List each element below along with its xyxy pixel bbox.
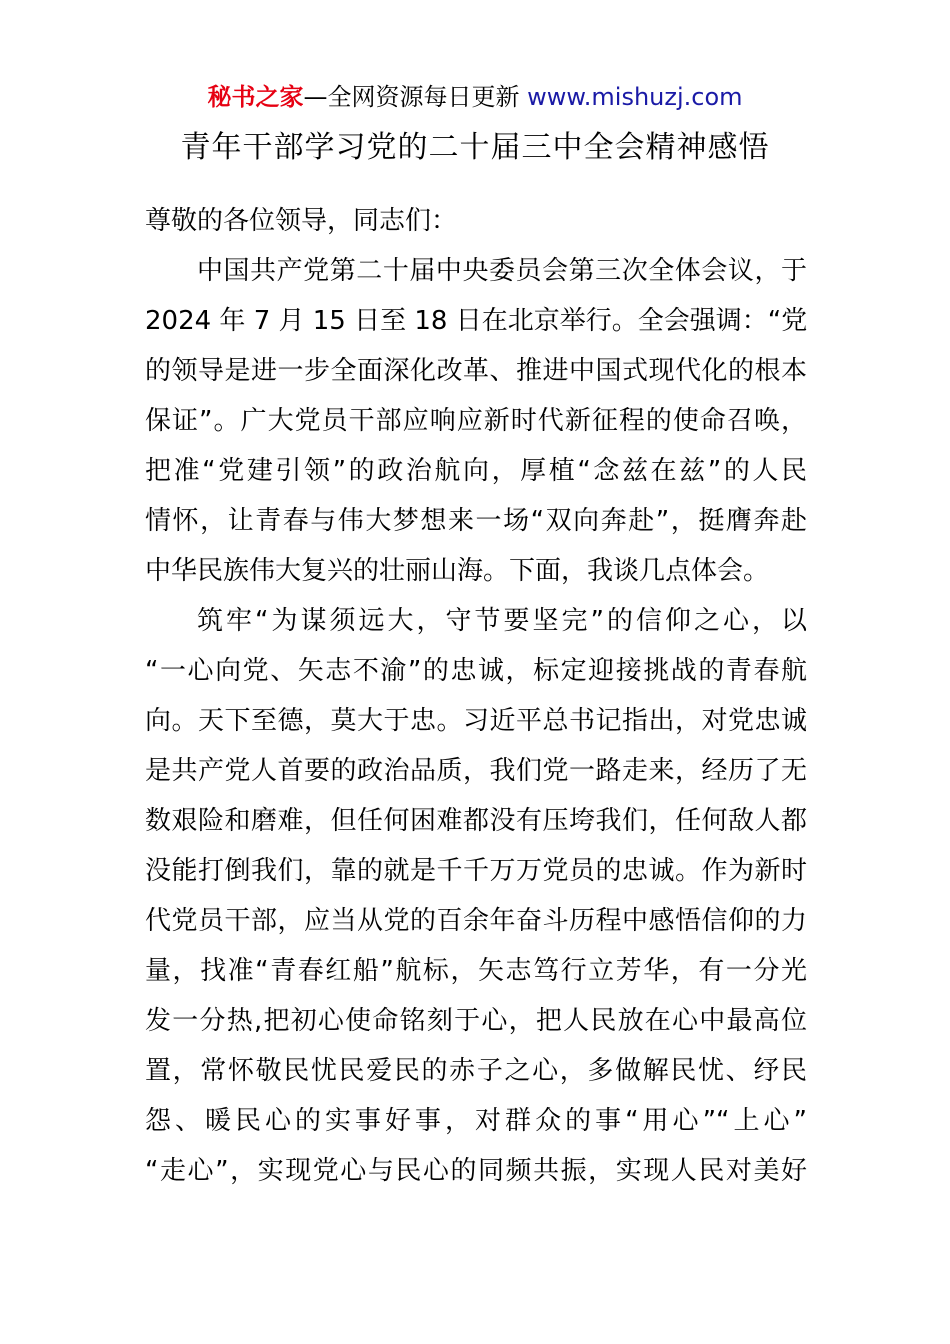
text-line: 是共产党人首要的政治品质，我们党一路走来，经历了无 bbox=[145, 756, 807, 786]
text-line: 2024 年 7 月 15 日至 18 日在北京举行。全会强调：“党 bbox=[145, 306, 808, 336]
text-line: 数艰险和磨难，但任何困难都没有压垮我们，任何敌人都 bbox=[145, 806, 807, 836]
salutation: 尊敬的各位领导，同志们： bbox=[145, 206, 458, 236]
paragraph-2 bbox=[145, 596, 807, 1196]
text-line: 情怀，让青春与伟大梦想来一场“双向奔赴”，挺膺奔赴 bbox=[145, 506, 807, 536]
text-line: 中国共产党第二十届中央委员会第三次全体会议，于 bbox=[197, 256, 807, 286]
text-line: 置，常怀敬民忧民爱民的赤子之心，多做解民忧、纾民 bbox=[145, 1056, 807, 1086]
site-tagline: —全网资源每日更新 bbox=[303, 83, 520, 111]
text-line: 怨、暖民心的实事好事，对群众的事“用心”“上心” bbox=[145, 1106, 807, 1136]
text-line: 代党员干部，应当从党的百余年奋斗历程中感悟信仰的力 bbox=[145, 906, 807, 936]
text-line: 保证”。广大党员干部应响应新时代新征程的使命召唤， bbox=[145, 406, 807, 436]
text-line: “走心”，实现党心与民心的同频共振，实现人民对美好 bbox=[145, 1156, 807, 1186]
document-title: 青年干部学习党的二十届三中全会精神感悟 bbox=[180, 130, 770, 165]
text-line: 没能打倒我们，靠的就是千千万万党员的忠诚。作为新时 bbox=[145, 856, 807, 886]
text-line: “一心向党、矢志不渝”的忠诚，标定迎接挑战的青春航 bbox=[145, 656, 807, 686]
text-line: 量，找准“青春红船”航标，矢志笃行立芳华，有一分光 bbox=[145, 956, 807, 986]
text-line: 中华民族伟大复兴的壮丽山海。下面，我谈几点体会。 bbox=[145, 556, 770, 586]
site-header bbox=[0, 80, 950, 114]
brand-name: 秘书之家 bbox=[207, 83, 304, 111]
text-line: 发一分热,把初心使命铭刻于心，把人民放在心中最高位 bbox=[145, 1006, 807, 1036]
text-line: 筑牢“为谋须远大，守节要坚完”的信仰之心，以 bbox=[197, 606, 807, 636]
site-url-link[interactable]: www.mishuzj.com bbox=[527, 83, 743, 111]
paragraph-1 bbox=[145, 246, 807, 596]
document-body bbox=[145, 196, 807, 1196]
text-line: 向。天下至德，莫大于忠。习近平总书记指出，对党忠诚 bbox=[145, 706, 807, 736]
text-line: 的领导是进一步全面深化改革、推进中国式现代化的根本 bbox=[145, 356, 807, 386]
text-line: 把准“党建引领”的政治航向，厚植“念兹在兹”的人民 bbox=[145, 456, 807, 486]
